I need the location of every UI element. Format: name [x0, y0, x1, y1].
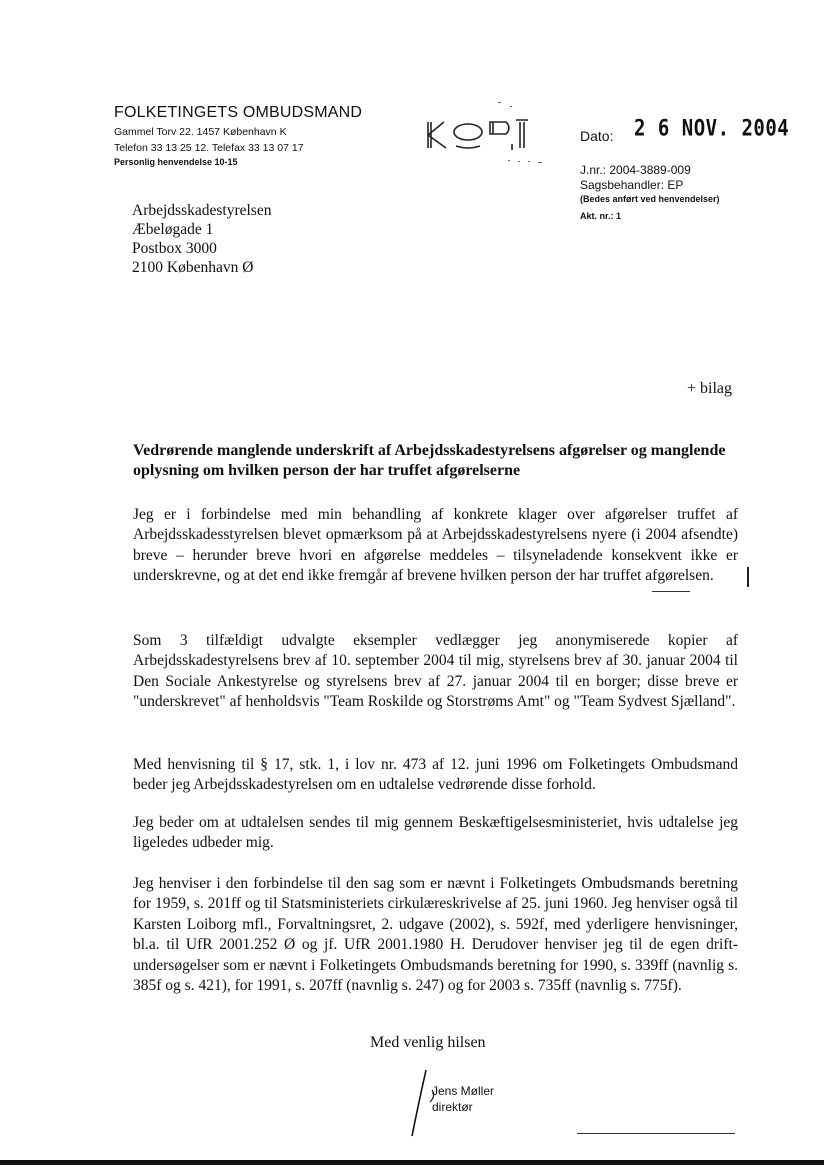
recipient-name: Arbejdsskadestyrelsen: [132, 202, 272, 219]
document-number: Akt. nr.: 1: [580, 211, 622, 221]
recipient-city: 2100 København Ø: [132, 259, 254, 276]
sender-phone: Telefon 33 13 25 12. Telefax 33 13 07 17: [114, 142, 304, 154]
reference-note: (Bedes anført ved henvendelser): [580, 194, 720, 204]
divider-line: [577, 1133, 735, 1134]
date-stamp: 2 6 NOV. 2004: [634, 116, 790, 142]
closing-greeting: Med venlig hilsen: [370, 1034, 486, 1051]
kopi-stamp: [420, 100, 550, 170]
signatory-name: Jens Møller: [432, 1084, 495, 1098]
body-paragraph-2: Som 3 tilfældigt udvalgte eksempler vedlægger jeg anonymiserede kopier af Arbejdsskadestyrelsens brev af 10. september 2004 til mig, styrelsens brev af 30. januar 2004 til Den Sociale Ankestyrelse og styrelsens brev af 27. januar 2004 til en borger; disse breve er "underskrevet" af henholdsvis "Team Roskilde og Storstrøms Amt" og "Team Sydvest Sjælland".: [133, 632, 738, 711]
signatory-title: direktør: [432, 1100, 473, 1114]
underline-mark: [652, 591, 690, 592]
body-paragraph-1: Jeg er i forbindelse med min behandling af konkrete klager over afgørelser truffet af Arbejdsskadesstyrelsen blevet opmærksom på at Arbejdsskadestyrelsens nyere (i 2004 afsendte) breve – herunder breve hvori en afgørelse meddeles – tilsyneladende konsekvent ikke er underskrevne, og at det end ikke fremgår af brevene hvilken person der har truffet afgørelsen.: [133, 506, 738, 585]
body-paragraph-3: Med henvisning til § 17, stk. 1, i lov nr. 473 af 12. juni 1996 om Folketingets Ombudsmand beder jeg Arbejdsskadestyrelsen om en udtalelse vedrørende disse forhold.: [133, 756, 738, 794]
sender-hours: Personlig henvendelse 10-15: [114, 157, 238, 167]
journal-number: J.nr.: 2004-3889-009: [580, 163, 691, 177]
date-label: Dato:: [580, 128, 614, 144]
sender-name: FOLKETINGETS OMBUDSMAND: [114, 104, 363, 121]
margin-mark: [747, 567, 749, 587]
recipient-address: [132, 201, 271, 277]
attachment-note: + bilag: [686, 380, 732, 397]
scan-edge-bar: [0, 1160, 824, 1165]
recipient-street: Æbeløgade 1: [132, 221, 214, 238]
recipient-postbox: Postbox 3000: [132, 240, 217, 257]
body-paragraph-4: Jeg beder om at udtalelsen sendes til mig gennem Beskæftigelsesministeriet, hvis udtalelse jeg ligeledes udbeder mig.: [133, 814, 738, 852]
case-handler: Sagsbehandler: EP: [580, 178, 684, 192]
body-paragraph-5: Jeg henviser i den forbindelse til den sag som er nævnt i Folketingets Ombudsmands beretning for 1959, s. 201ff og til Statsministeriets cirkulæreskrivelse af 25. juni 1960. Jeg henviser også til Karsten Loiborg mfl., Forvaltningsret, 2. udgave (2002), s. 592f, med yderligere henvisninger, bl.a. til UfR 2001.252 Ø og jf. UfR 2001.1980 H. Derudover henviser jeg til de egen drift-undersøgelser som er nævnt i Folketingets Ombudsmands beretning for 1990, s. 339ff (navnlig s. 385f og s. 421), for 1991, s. 207ff (navnlig s. 247) og for 2003 s. 735ff (navnlig s. 775f).: [133, 875, 738, 995]
sender-address: Gammel Torv 22. 1457 København K: [114, 126, 287, 138]
subject-line: Vedrørende manglende underskrift af Arbejdsskadestyrelsens afgørelser og manglende oplysning om hvilken person der har truffet afgørelserne: [133, 442, 726, 479]
